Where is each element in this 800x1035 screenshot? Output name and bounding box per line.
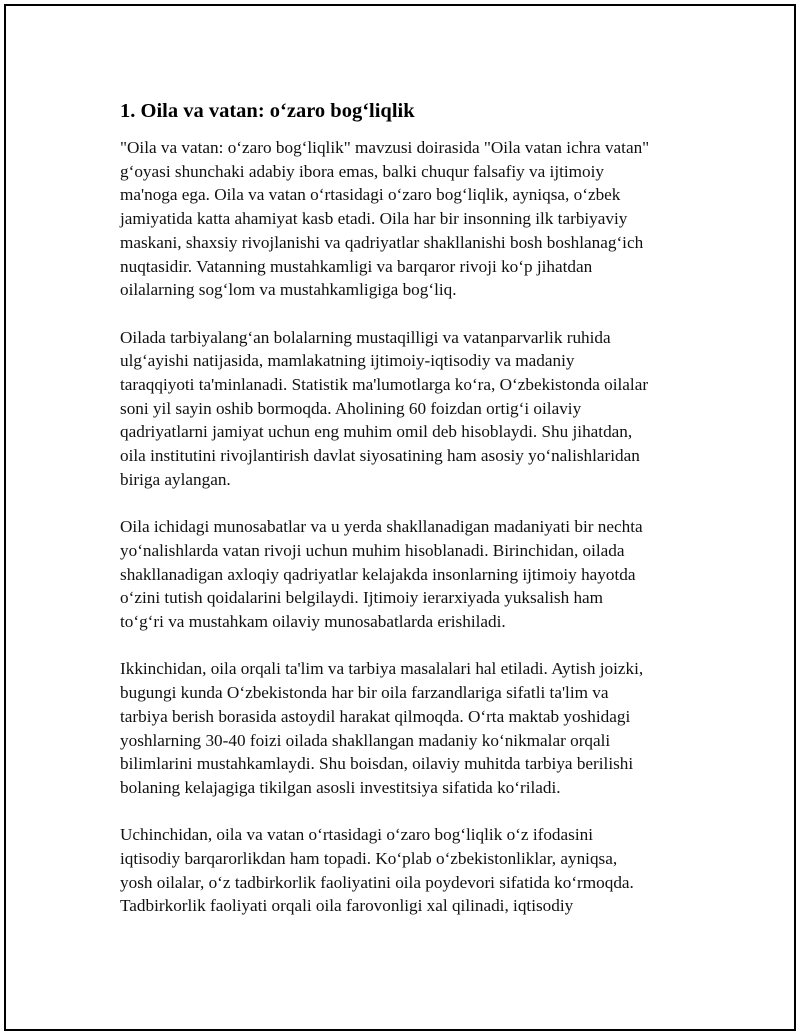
text-line: soni yil sayin oshib bormoqda. Aholining 60 foizdan ortig‘i oilaviy <box>120 398 582 418</box>
text-line: taraqqiyoti ta'minlanadi. Statistik ma'lumotlarga ko‘ra, O‘zbekistonda oilalar <box>120 375 649 395</box>
text-line: Ikkinchidan, oila orqali ta'lim va tarbiya masalalari hal etiladi. Aytish joizki, <box>120 659 644 679</box>
page-frame <box>4 4 796 1031</box>
section-heading: 1. Oila va vatan: o‘zaro bog‘liqlik <box>120 100 415 122</box>
text-line: oilalarning sog‘lom va mustahkamligiga bog‘liq. <box>120 280 457 300</box>
text-line: jamiyatida katta ahamiyat kasb etadi. Oila har bir insonning ilk tarbiyaviy <box>120 209 628 229</box>
text-line: Oila ichidagi munosabatlar va u yerda shakllanadigan madaniyati bir nechta <box>120 517 643 537</box>
text-line: qadriyatlarni jamiyat uchun eng muhim omil deb hisoblaydi. Shu jihatdan, <box>120 422 633 442</box>
text-line: ma'noga ega. Oila va vatan o‘rtasidagi o‘zaro bog‘liqlik, ayniqsa, o‘zbek <box>120 185 621 205</box>
paragraph-1 <box>120 136 700 302</box>
text-line: biriga aylangan. <box>120 469 231 489</box>
text-line: Uchinchidan, oila va vatan o‘rtasidagi o‘zaro bog‘liqlik o‘z ifodasini <box>120 825 593 845</box>
text-line: nuqtasidir. Vatanning mustahkamligi va barqaror rivoji ko‘p jihatdan <box>120 256 593 276</box>
text-line: tarbiya berish borasida astoydil harakat qilmoqda. O‘rta maktab yoshidagi <box>120 706 631 726</box>
text-line: bilimlarini mustahkamlaydi. Shu boisdan, oilaviy muhitda tarbiya berilishi <box>120 754 634 774</box>
text-line: maskani, shaxsiy rivojlanishi va qadriyatlar shakllanishi bosh boshlanag‘ich <box>120 232 644 252</box>
text-line: g‘oyasi shunchaki adabiy ibora emas, balki chuqur falsafiy va ijtimoiy <box>120 161 604 181</box>
text-line: "Oila va vatan: o‘zaro bog‘liqlik" mavzusi doirasida "Oila vatan ichra vatan" <box>120 138 650 157</box>
text-line: oila institutini rivojlantirish davlat siyosatining ham asosiy yo‘nalishlaridan <box>120 446 640 466</box>
text-line: iqtisodiy barqarorlikdan ham topadi. Ko‘plab o‘zbekistonliklar, ayniqsa, <box>120 849 618 869</box>
text-line: o‘zini tutish qoidalarini belgilaydi. Ijtimoiy ierarxiyada yuksalish ham <box>120 588 604 608</box>
paragraph-3 <box>120 515 700 634</box>
text-line: Oilada tarbiyalang‘an bolalarning mustaqilligi va vatanparvarlik ruhida <box>120 327 611 347</box>
text-line: ulg‘ayishi natijasida, mamlakatning ijtimoiy-iqtisodiy va madaniy <box>120 351 575 371</box>
text-line: shakllanadigan axloqiy qadriyatlar kelajakda insonlarning ijtimoiy hayotda <box>120 564 636 584</box>
paragraph-4 <box>120 657 700 799</box>
document-body <box>120 98 700 942</box>
paragraph-2 <box>120 326 700 492</box>
text-line: yo‘nalishlarda vatan rivoji uchun muhim hisoblanadi. Birinchidan, oilada <box>120 540 625 560</box>
text-line: bolaning kelajagiga tikilgan asosli investitsiya sifatida ko‘riladi. <box>120 777 561 797</box>
text-line: bugungi kunda O‘zbekistonda har bir oila farzandlariga sifatli ta'lim va <box>120 683 609 703</box>
text-line: yosh oilalar, o‘z tadbirkorlik faoliyatini oila poydevori sifatida ko‘rmoqda. <box>120 872 634 892</box>
text-line: to‘g‘ri va mustahkam oilaviy munosabatlarda erishiladi. <box>120 612 506 632</box>
text-line: yoshlarning 30-40 foizi oilada shakllangan madaniy ko‘nikmalar orqali <box>120 730 611 750</box>
paragraph-5 <box>120 823 700 918</box>
text-line: Tadbirkorlik faoliyati orqali oila farovonligi xal qilinadi, iqtisodiy <box>120 896 574 916</box>
